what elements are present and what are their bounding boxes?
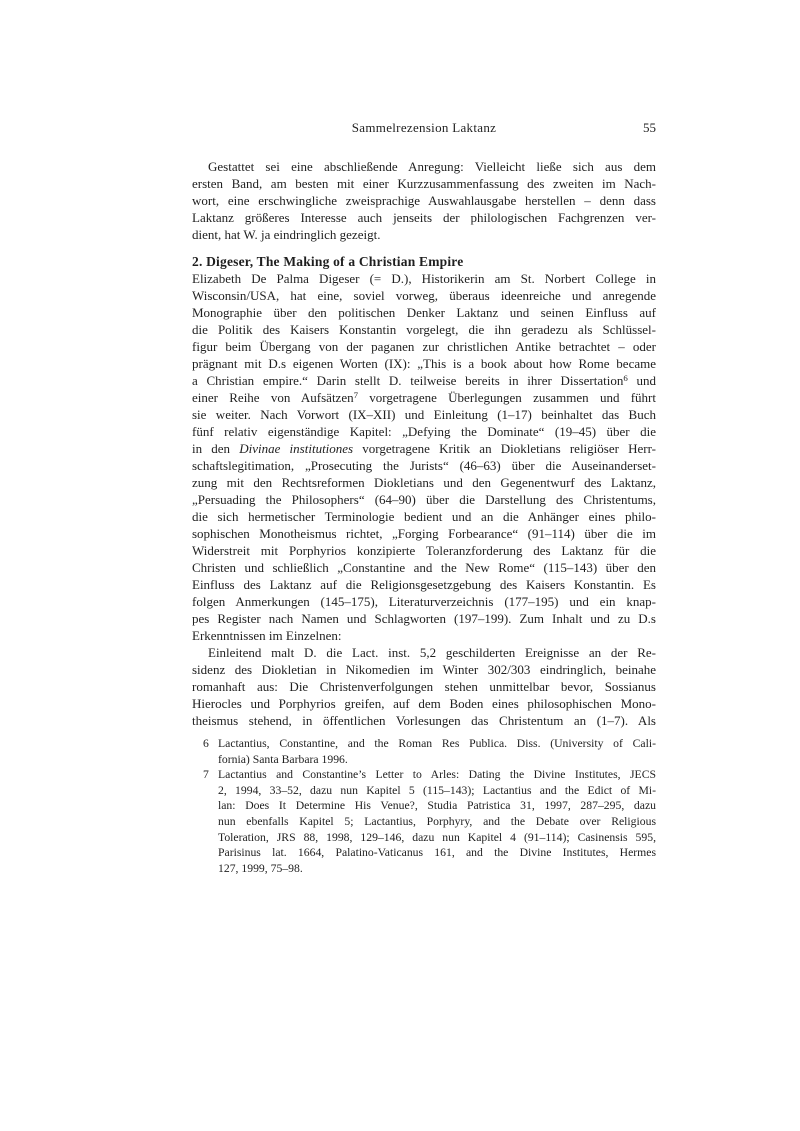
page-number: 55 bbox=[643, 120, 656, 135]
text-line: folgen Anmerkungen (145–175), Literaturverzeichnis (177–195) und ein knap- bbox=[192, 594, 656, 609]
text-line: einer Reihe von Aufsätzen$^7$ vorgetragene Überlegungen zusammen und führt bbox=[192, 390, 656, 405]
text-line: Einfluss des Laktanz auf die Religionsgesetzgebung des Kaisers Konstantin. Es bbox=[192, 577, 656, 592]
footnotes bbox=[192, 736, 656, 876]
text-line: wort, eine erschwingliche zweisprachige Auswahlausgabe herstellen – denn dass bbox=[192, 193, 656, 208]
text-line: 2, 1994, 33–52, dazu nun Kapitel 5 (115–143); Lactantius and the Edict of Mi- bbox=[218, 783, 656, 797]
text-line: „Persuading the Philosophers“ (64–90) über die Darstellung des Christentums, bbox=[192, 492, 656, 507]
body-text bbox=[192, 158, 656, 729]
text-line: Lactantius and Constantine’s Letter to Arles: Dating the Divine Institutes, JECS bbox=[218, 768, 656, 782]
footnote bbox=[192, 767, 656, 876]
text-line: Einleitend malt D. die Lact. inst. 5,2 geschilderten Ereignisse an der Re- bbox=[208, 645, 656, 660]
running-header bbox=[192, 121, 656, 135]
footnote bbox=[192, 736, 656, 767]
text-line: 127, 1999, 75–98. bbox=[218, 861, 303, 875]
text-line: nun ebenfalls Kapitel 5; Lactantius, Porphyry, and the Debate over Religious bbox=[218, 814, 656, 828]
text-line: Gestattet sei eine abschließende Anregung: Vielleicht ließe sich aus dem bbox=[208, 159, 656, 174]
text-line: ersten Band, am besten mit einer Kurzzusammenfassung des zweiten im Nach- bbox=[192, 176, 656, 191]
text-line: romanhaft aus: Die Christenverfolgungen stehen unmittelbar bevor, Sossianus bbox=[192, 679, 656, 694]
text-line: zung mit den Rechtsreformen Diokletians und den Gegenentwurf des Laktanz, bbox=[192, 475, 656, 490]
text-line: pes Register nach Namen und Schlagworten (197–199). Zum Inhalt und zu D.s bbox=[192, 611, 656, 626]
text-line: sidenz des Diokletian in Nikomedien im Winter 302/303 eindringlich, beinahe bbox=[192, 662, 656, 677]
footnotes-list bbox=[192, 736, 656, 876]
running-header-title: Sammelrezension Laktanz bbox=[351, 120, 497, 135]
paragraph bbox=[192, 158, 656, 243]
text-line: fünf relativ eigenständige Kapitel: „Defying the Dominate“ (19–45) über die bbox=[192, 424, 656, 439]
text-line: dient, hat W. ja eindringlich gezeigt. bbox=[192, 227, 381, 242]
text-line: Toleration, JRS 88, 1998, 129–146, dazu nun Kapitel 4 (91–114); Casinensis 595, bbox=[218, 830, 656, 844]
text-line: Elizabeth De Palma Digeser (= D.), Historikerin am St. Norbert College in bbox=[192, 271, 656, 286]
text-line: Christen und schließlich „Constantine and the New Rome“ (115–143) über den bbox=[192, 560, 656, 575]
text-line: Wisconsin/USA, hat eine, soviel vorweg, überaus ideenreiche und anregende bbox=[192, 288, 656, 303]
text-line: theismus stehend, in öffentlichen Vorlesungen das Christentum an (1–7). Als bbox=[192, 713, 656, 728]
text-line: a Christian empire.“ Darin stellt D. teilweise bereits in ihrer Dissertation$^6$ und bbox=[192, 373, 656, 388]
section-heading bbox=[192, 253, 656, 270]
text-line: Erkenntnissen im Einzelnen: bbox=[192, 628, 342, 643]
footnote-number: 7 bbox=[203, 768, 209, 782]
text-line: prägnant mit D.s eigenen Worten (IX): „This is a book about how Rome became bbox=[192, 356, 656, 371]
text-line: fornia) Santa Barbara 1996. bbox=[218, 752, 348, 766]
text-line: lan: Does It Determine His Venue?, Studia Patristica 31, 1997, 287–295, dazu bbox=[218, 799, 656, 813]
text-line: Parisinus lat. 1664, Palatino-Vaticanus 161, and the Divine Institutes, Hermes bbox=[218, 846, 656, 860]
text-line: die Politik des Kaisers Konstantin vorgelegt, die ihn geradezu als Schlüssel- bbox=[192, 322, 656, 337]
text-line: Laktanz größeres Interesse auch jenseits der philologischen Fachgrenzen ver- bbox=[192, 210, 656, 225]
text-line: Hierocles und Porphyrios greifen, auf dem Boden eines philosophischen Mono- bbox=[192, 696, 656, 711]
text-line: Widerstreit mit Porphyrios konzipierte Toleranzforderung des Laktanz für die bbox=[192, 543, 656, 558]
paragraph bbox=[192, 270, 656, 644]
text-line: schaftslegitimation, „Prosecuting the Jurists“ (46–63) über die Auseinanderset- bbox=[192, 458, 656, 473]
paragraph bbox=[192, 644, 656, 729]
text-line: sie weiter. Nach Vorwort (IX–XII) und Einleitung (1–17) beinhaltet das Buch bbox=[192, 407, 656, 422]
text-column bbox=[192, 121, 656, 876]
text-line: Lactantius, Constantine, and the Roman Res Publica. Diss. (University of Cali- bbox=[218, 737, 656, 750]
text-line: figur beim Übergang von der paganen zur christlichen Antike betrachtet – oder bbox=[192, 339, 656, 354]
text-line: in den Divinae institutiones vorgetragene Kritik an Diokletians religiöser Herr- bbox=[192, 441, 656, 456]
footnote-number: 6 bbox=[203, 737, 209, 750]
text-line: die sich hermetischer Terminologie bedient und an die Anhänger eines philo- bbox=[192, 509, 656, 524]
text-line: sophischen Monotheismus richtet, „Forging Forbearance“ (91–114) über die im bbox=[192, 526, 656, 541]
text-line: Monographie über den politischen Denker Laktanz und seinen Einfluss auf bbox=[192, 305, 656, 320]
text-line: 2. Digeser, The Making of a Christian Empire bbox=[192, 254, 464, 269]
